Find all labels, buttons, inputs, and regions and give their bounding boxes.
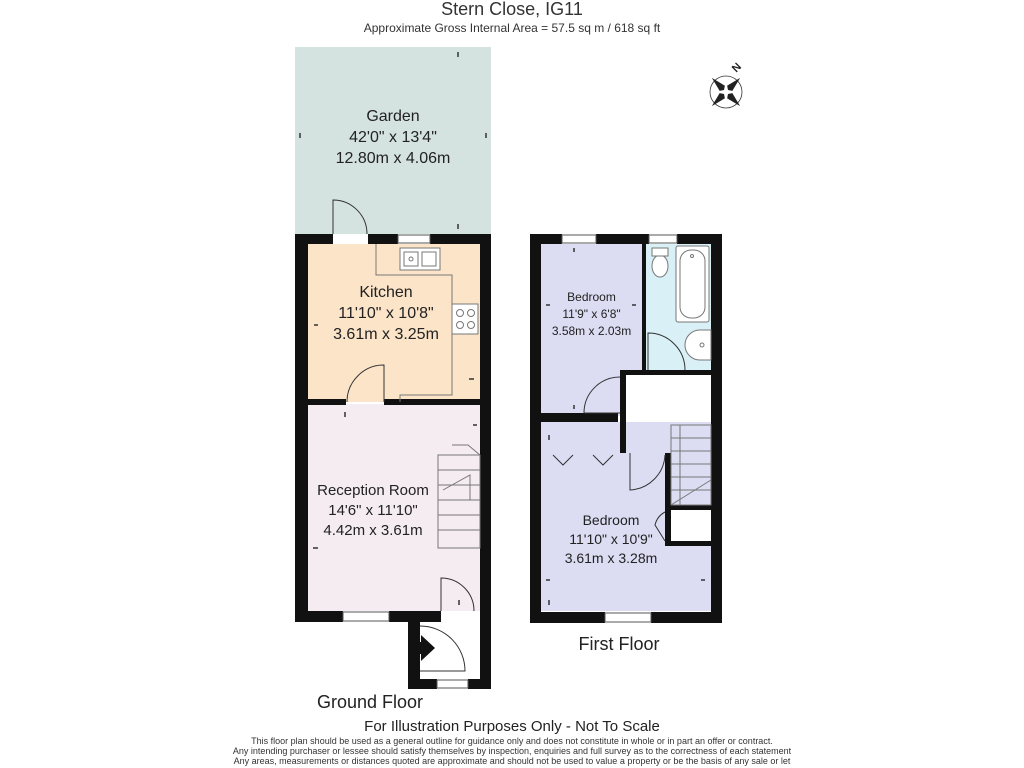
page-subtitle: Approximate Gross Internal Area = 57.5 sq m / 618 sq ft	[363, 21, 661, 35]
footer-disclaimer-3: Any areas, measurements or distances quoted are approximate and should not be used to value a property or be the basis of any sale or let	[233, 756, 791, 766]
footer-disclaimer-2: Any intending purchaser or lessee should satisfy themselves by inspection, enquiries and full survey as to the correctness of each statement	[232, 746, 792, 756]
bedroom-2-label	[541, 511, 681, 568]
kitchen-imperial: 11'10" x 10'8"	[338, 305, 434, 322]
bedroom-1-label	[533, 289, 650, 340]
kitchen-label	[296, 282, 476, 345]
bedroom-2-imperial: 11'10" x 10'9"	[569, 531, 653, 547]
garden-label	[295, 106, 491, 169]
bedroom-1-name: Bedroom	[567, 290, 616, 304]
garden-name: Garden	[366, 108, 420, 125]
footer-headline: For Illustration Purposes Only - Not To Scale	[364, 718, 660, 735]
reception-imperial: 14'6" x 11'10"	[328, 502, 418, 519]
bedroom-2-name: Bedroom	[582, 512, 640, 528]
page-title: Stern Close, IG11	[441, 0, 583, 19]
footer-disclaimer-1: This floor plan should be used as a general outline for guidance only and does not constitute in whole or in part an offer or contract.	[251, 736, 773, 746]
garden-metric: 12.80m x 4.06m	[335, 150, 451, 167]
ground-floor-label: Ground Floor	[316, 692, 424, 712]
kitchen-name: Kitchen	[359, 284, 413, 301]
bedroom-1-imperial: 11'9" x 6'8"	[562, 307, 621, 321]
kitchen-metric: 3.61m x 3.25m	[333, 326, 439, 343]
reception-label	[296, 481, 450, 541]
compass-north-label: N	[729, 60, 745, 76]
first-floor-label: First Floor	[578, 634, 660, 654]
reception-name: Reception Room	[317, 482, 429, 499]
compass-icon	[698, 64, 755, 121]
garden-imperial: 42'0" x 13'4"	[349, 129, 437, 146]
bedroom-1-metric: 3.58m x 2.03m	[551, 324, 632, 338]
bedroom-2-metric: 3.61m x 3.28m	[564, 550, 658, 566]
reception-metric: 4.42m x 3.61m	[323, 522, 423, 539]
